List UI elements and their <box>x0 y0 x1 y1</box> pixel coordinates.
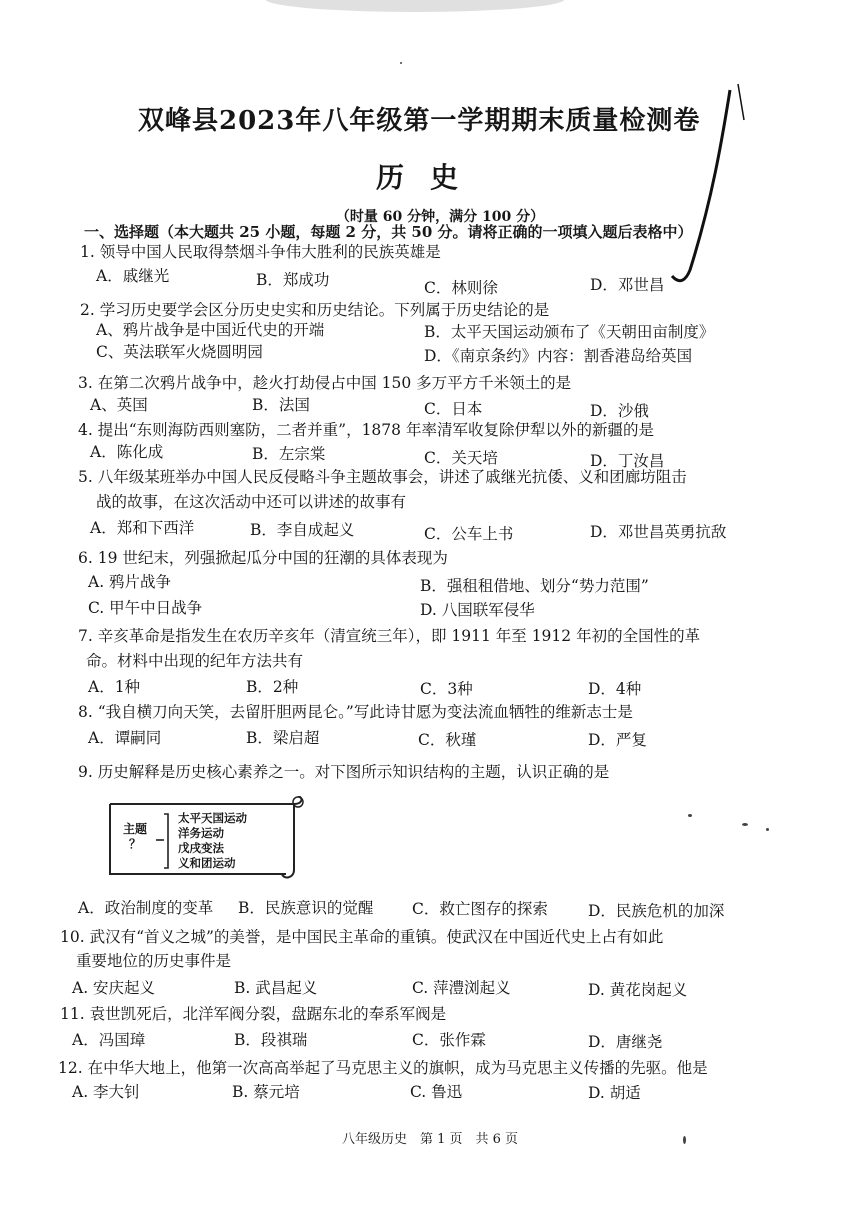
question-10-stem-line-2: 重要地位的历史事件是 <box>76 952 232 970</box>
question-2-option-a: A、鸦片战争是中国近代史的开端 <box>96 321 325 339</box>
scan-speck <box>766 828 769 831</box>
section-heading: 一、选择题（本大题共 25 小题，每题 2 分，共 50 分。请将正确的一项填入题后表格中） <box>84 223 693 241</box>
question-10-option-d: D. 黄花岗起义 <box>588 981 688 999</box>
question-4-stem: 4. 提出“东则海防西则塞防，二者并重”，1878 年率清军收复除伊犁以外的新疆的是 <box>78 421 654 439</box>
question-10-stem-line-1: 10. 武汉有“首义之城”的美誉，是中国民主革命的重镇。使武汉在中国近代史上占有如此 <box>60 928 664 946</box>
question-7-option-d: D．4种 <box>588 680 642 698</box>
question-3-option-a: A、英国 <box>90 396 148 414</box>
question-7-option-b: B．2种 <box>246 678 299 696</box>
diagram-item: 洋务运动 <box>178 826 224 840</box>
question-11-stem: 11. 袁世凯死后，北洋军阀分裂，盘踞东北的奉系军阀是 <box>60 1005 447 1023</box>
question-8-option-a: A．谭嗣同 <box>88 729 162 747</box>
question-12-stem: 12. 在中华大地上，他第一次高高举起了马克思主义的旗帜，成为马克思主义传播的先驱。他是 <box>58 1059 708 1077</box>
question-12-option-a: A. 李大钊 <box>72 1083 140 1101</box>
question-11-option-d: D．唐继尧 <box>588 1033 663 1051</box>
question-4-option-d: D．丁汝昌 <box>590 452 665 470</box>
exam-title: 双峰县2023年八年级第一学期期末质量检测卷 <box>138 106 701 136</box>
diagram-topic-label <box>120 822 150 852</box>
subject-title: 历史 <box>375 161 484 194</box>
diagram-item: 太平天国运动 <box>178 811 247 825</box>
question-9-stem: 9. 历史解释是历史核心素养之一。对下图所示知识结构的主题，认识正确的是 <box>78 763 610 781</box>
question-10-option-b: B. 武昌起义 <box>234 979 318 997</box>
question-4-option-b: B．左宗棠 <box>252 445 326 463</box>
question-2-option-d: D．《南京条约》内容：割香港岛给英国 <box>424 347 693 365</box>
diagram-item: 戊戌变法 <box>178 841 224 855</box>
question-2-option-c: C、英法联军火烧圆明园 <box>96 343 263 361</box>
diagram-topic-text: 主题 <box>122 822 147 836</box>
question-12-option-d: D. 胡适 <box>588 1084 641 1102</box>
question-11-option-b: B．段祺瑞 <box>234 1031 308 1049</box>
diagram-item: 义和团运动 <box>178 856 236 870</box>
question-1-option-d: D．邓世昌 <box>590 276 665 294</box>
question-5-option-a: A．郑和下西洋 <box>90 519 195 537</box>
question-1-stem: 1. 领导中国人民取得禁烟斗争伟大胜利的民族英雄是 <box>80 243 441 261</box>
diagram-topic-question-mark: ？ <box>128 837 141 851</box>
question-5-stem-line-2: 战的故事，在这次活动中还可以讲述的故事有 <box>96 493 407 511</box>
question-5-option-d: D．邓世昌英勇抗敌 <box>590 523 727 541</box>
question-8-option-b: B．梁启超 <box>246 729 320 747</box>
question-9-option-a: A．政治制度的变革 <box>78 899 214 917</box>
question-9-option-b: B．民族意识的觉醒 <box>238 899 374 917</box>
question-7-option-c: C．3种 <box>420 680 473 698</box>
question-11-option-a: A．冯国璋 <box>72 1031 146 1049</box>
knowledge-structure-diagram <box>98 796 308 880</box>
question-1-option-b: B．郑成功 <box>256 271 330 289</box>
question-6-stem: 6. 19 世纪末，列强掀起瓜分中国的狂潮的具体表现为 <box>78 549 448 567</box>
question-6-option-b: B．强租租借地、划分“势力范围” <box>420 577 649 595</box>
scan-speck <box>683 1136 686 1144</box>
question-1-option-a: A．戚继光 <box>96 267 170 285</box>
question-5-option-b: B．李自成起义 <box>250 521 355 539</box>
question-6-option-d: D. 八国联军侵华 <box>420 601 535 619</box>
exam-info: （时量 60 分钟，满分 100 分） <box>335 209 545 225</box>
scan-speck <box>742 823 748 826</box>
question-12-option-b: B. 蔡元培 <box>232 1083 300 1101</box>
question-1-option-c: C．林则徐 <box>424 279 498 297</box>
question-2-stem: 2. 学习历史要学会区分历史史实和历史结论。下列属于历史结论的是 <box>80 301 550 319</box>
question-3-option-d: D．沙俄 <box>590 402 649 420</box>
question-9-option-d: D．民族危机的加深 <box>588 902 725 920</box>
question-6-option-c: C. 甲午中日战争 <box>88 599 203 617</box>
question-2-option-b: B．太平天国运动颁布了《天朝田亩制度》 <box>424 323 715 341</box>
question-5-stem-line-1: 5. 八年级某班举办中国人民反侵略斗争主题故事会，讲述了戚继光抗倭、义和团廊坊阻击 <box>78 468 687 486</box>
question-8-stem: 8. “我自横刀向天笑，去留肝胆两昆仑。”写此诗甘愿为变法流血牺牲的维新志士是 <box>78 703 633 721</box>
question-3-option-c: C．日本 <box>424 400 483 418</box>
question-4-option-a: A．陈化成 <box>90 443 164 461</box>
question-3-stem: 3. 在第二次鸦片战争中，趁火打劫侵占中国 150 多万平方千米领土的是 <box>78 374 572 392</box>
question-8-option-d: D．严复 <box>588 731 647 749</box>
question-7-stem-line-2: 命。材料中出现的纪年方法共有 <box>86 652 304 670</box>
scan-smudge <box>265 0 565 12</box>
question-7-option-a: A．1种 <box>88 678 141 696</box>
question-8-option-c: C．秋瑾 <box>418 731 477 749</box>
question-9-option-c: C．救亡图存的探索 <box>412 900 548 918</box>
question-6-option-a: A. 鸦片战争 <box>88 573 172 591</box>
question-7-stem-line-1: 7. 辛亥革命是指发生在农历辛亥年（清宣统三年），即 1911 年至 1912 年初的全国性的革 <box>78 627 701 645</box>
scan-speck <box>688 814 692 817</box>
question-10-option-a: A. 安庆起义 <box>72 979 156 997</box>
scan-speck <box>400 62 402 64</box>
question-3-option-b: B．法国 <box>252 396 310 414</box>
question-11-option-c: C．张作霖 <box>412 1031 486 1049</box>
question-12-option-c: C. 鲁迅 <box>410 1083 463 1101</box>
question-4-option-c: C．关天培 <box>424 449 498 467</box>
page-footer: 八年级历史 第 1 页 共 6 页 <box>341 1132 519 1147</box>
question-10-option-c: C. 萍澧浏起义 <box>412 979 511 997</box>
question-5-option-c: C．公车上书 <box>424 525 514 543</box>
